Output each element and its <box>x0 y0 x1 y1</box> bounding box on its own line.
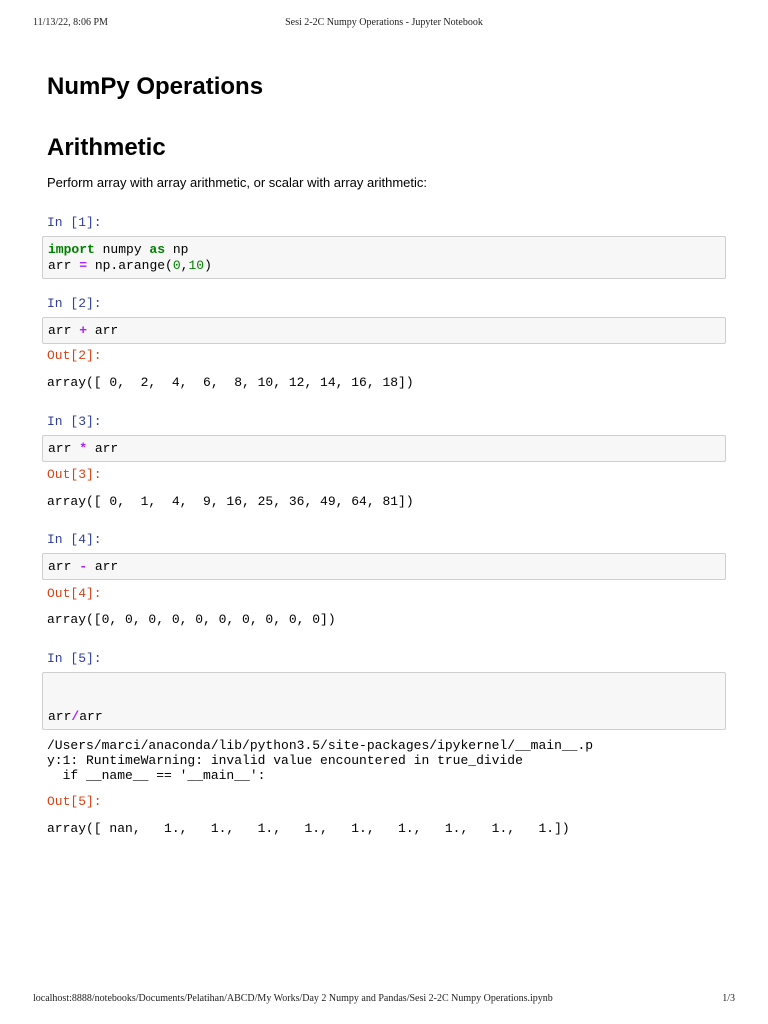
operator: + <box>79 323 88 338</box>
operator: - <box>79 559 88 574</box>
code-token: arr <box>48 441 80 456</box>
cell-output-4: array([0, 0, 0, 0, 0, 0, 0, 0, 0, 0]) <box>47 612 336 627</box>
code-token: np <box>165 242 189 257</box>
number-literal: 0 <box>172 258 181 273</box>
code-cell-2[interactable] <box>42 317 726 344</box>
print-page-number: 1/3 <box>722 993 735 1004</box>
print-page-title: Sesi 2-2C Numpy Operations - Jupyter Notebook <box>285 17 483 28</box>
code-line <box>48 441 118 457</box>
stderr-line: /Users/marci/anaconda/lib/python3.5/site-packages/ipykernel/__main__.p <box>47 738 594 753</box>
code-cell-5[interactable] <box>42 672 726 730</box>
cell-output-2: array([ 0, 2, 4, 6, 8, 10, 12, 14, 16, 18]) <box>47 375 414 390</box>
in-prompt-5: In [5]: <box>47 651 102 666</box>
code-token: arr <box>87 559 119 574</box>
code-cell-4[interactable] <box>42 553 726 580</box>
out-prompt-5: Out[5]: <box>47 794 102 809</box>
cell-output-5: array([ nan, 1., 1., 1., 1., 1., 1., 1., 1., 1.]) <box>47 821 570 836</box>
code-cell-3[interactable] <box>42 435 726 462</box>
in-prompt-4: In [4]: <box>47 532 102 547</box>
code-line <box>48 709 103 725</box>
in-prompt-2: In [2]: <box>47 296 102 311</box>
code-token: arr <box>48 559 80 574</box>
cell-output-3: array([ 0, 1, 4, 9, 16, 25, 36, 49, 64, 81]) <box>47 494 414 509</box>
print-url: localhost:8888/notebooks/Documents/Pelatihan/ABCD/My Works/Day 2 Numpy and Pandas/Sesi 2-2C Numpy Operations.ipynb <box>33 993 553 1004</box>
keyword: as <box>149 242 166 257</box>
out-prompt-4: Out[4]: <box>47 586 102 601</box>
code-token: arr <box>87 323 119 338</box>
stderr-line: y:1: RuntimeWarning: invalid value encountered in true_divide <box>47 753 523 768</box>
code-token: arr <box>87 441 119 456</box>
out-prompt-3: Out[3]: <box>47 467 102 482</box>
code-token: numpy <box>94 242 150 257</box>
stderr-line: if __name__ == '__main__': <box>47 768 266 783</box>
code-token: arr <box>79 709 103 724</box>
code-line <box>48 258 212 274</box>
print-datetime: 11/13/22, 8:06 PM <box>33 17 108 28</box>
code-token: arr <box>48 258 80 273</box>
section-heading-arithmetic: Arithmetic <box>47 134 166 161</box>
code-token: np.arange( <box>87 258 173 273</box>
number-literal: 10 <box>188 258 205 273</box>
code-token: , <box>180 258 189 273</box>
operator: / <box>71 709 80 724</box>
code-cell-1[interactable] <box>42 236 726 279</box>
in-prompt-3: In [3]: <box>47 414 102 429</box>
operator: = <box>79 258 88 273</box>
section-description: Perform array with array arithmetic, or scalar with array arithmetic: <box>47 175 427 190</box>
keyword: import <box>48 242 95 257</box>
code-line <box>48 242 188 258</box>
code-line <box>48 559 118 575</box>
code-line <box>48 323 118 339</box>
notebook-title: NumPy Operations <box>47 73 264 100</box>
in-prompt-1: In [1]: <box>47 215 102 230</box>
operator: * <box>79 441 88 456</box>
out-prompt-2: Out[2]: <box>47 348 102 363</box>
code-token: arr <box>48 709 72 724</box>
code-token: ) <box>204 258 212 273</box>
code-token: arr <box>48 323 80 338</box>
